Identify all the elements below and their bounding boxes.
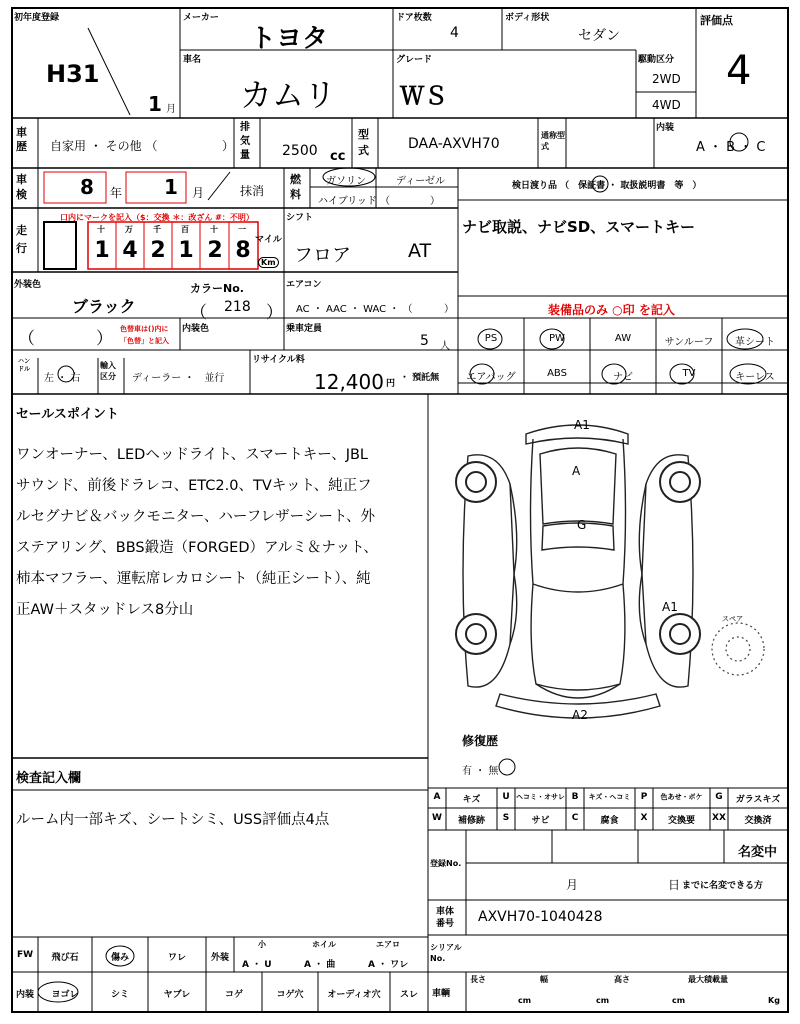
height-label: 高さ [614,975,630,984]
drive-4wd: 4WD [652,98,681,112]
interior-label: 内装 [15,990,34,1000]
fuel-diesel: ディーゼル [396,176,445,187]
interior-grade-label: 内装 [656,123,675,133]
repaint-note-2: 「色替」と記入 [120,337,169,345]
shift-type: AT [408,240,432,262]
equip-abs: ABS [547,368,567,379]
legend-code: S [502,813,510,823]
color-no-label: カラーNo. [190,282,244,295]
history-close: ） [222,139,235,153]
chassis-value: AXVH70-1040428 [478,909,603,925]
fw-chip: 飛び石 [51,953,79,963]
legend-desc: 色あせ・ボケ [660,793,703,801]
first-reg-month: 1 [148,92,162,116]
legend-code: U [502,792,510,802]
exterior-color-label: 外装色 [14,280,42,290]
mileage-digit: 1 [94,238,110,263]
type-label: 型式 [358,128,369,157]
legend-desc: キズ [462,795,481,805]
maker-value: トヨタ [250,24,329,54]
equip-aw: AW [614,333,632,344]
legend-desc: サビ [531,816,550,826]
score-label: 評価点 [700,14,733,27]
unit-label: 十 [210,225,218,234]
equipment-heading: 装備品のみ ○印 を記入 [548,303,675,317]
interior-grade-value: A ・ B ・ C [696,140,766,155]
doors-label: ドア枚数 [396,13,432,23]
capacity-label: 乗車定員 [286,324,323,334]
legend-desc: 補修跡 [457,816,485,826]
size-label: 車輌 [432,989,451,999]
interior-item: ヨゴレ [51,990,79,1000]
reg-deadline: までに名変できる方 [682,881,764,891]
history-value: 自家用 ・ その他 （ [50,139,158,153]
handle-value: 左 ・ 右 [44,373,81,384]
inspection-year: 8 [80,175,94,199]
legend-code: X [640,813,648,823]
small-value: A ・ U [242,960,272,970]
grade-value: ＷＳ [400,82,448,110]
reg-day: 日 [668,878,681,892]
equip-leather: 革シート [735,337,775,348]
sales-line: 正AW＋スタッドレス8分山 [16,602,194,618]
unit-label: 一 [238,225,246,234]
mileage-digit: 2 [207,238,223,263]
legend-desc: ガラスキズ [735,795,781,805]
load-label: 最大積載量 [688,975,728,984]
sales-line: ステアリング、BBS鍛造（FORGED）アルミ＆ナット、 [16,540,378,556]
aircon-close: ） [444,304,454,315]
drive-2wd: 2WD [652,72,681,86]
load-unit: Kg [768,996,780,1005]
maker-label: メーカー [183,13,219,23]
inspection-cancel: 抹消 [240,184,265,198]
repaint-paren-close: ） [96,329,113,349]
length-label: 長さ [470,975,486,984]
legend-code: W [432,813,442,823]
sales-line: サウンド、前後ドラレコ、ETC2.0、TVキット、純正フ [16,478,372,494]
legend-desc: ヘコミ・オサレ [516,793,565,801]
shift-value: フロア [294,244,352,266]
fw-crack: ワレ [167,953,186,963]
displacement-value: 2500 [282,143,318,159]
mileage-digit: 4 [122,238,138,263]
serial-label: シリアルNo. [430,943,462,963]
inspection-notes-text: ルーム内一部キズ、シートシミ、USS評価点4点 [16,812,330,828]
height-unit: cm [672,996,686,1005]
interior-item: コゲ穴 [276,990,304,1000]
fw-label: FW [16,950,34,960]
import-label: 輸入区分 [100,361,116,381]
equip-airbag: エアバッグ [466,372,516,383]
inspection-month: 1 [164,175,178,199]
legend-code: C [571,813,579,823]
equip-tv: TV [682,368,696,379]
mark-right-rear: A1 [662,600,678,614]
small-label: 小 [258,940,266,949]
unit-label: 万 [125,225,133,234]
fw-damage: 傷み [110,953,129,963]
car-damage-diagram [428,394,788,788]
mileage-note: 口内にマークを記入（$：交換 ＊：改ざん #：不明） [60,213,254,222]
spare-label: スペア [722,615,743,623]
recycle-deposit: ・ 預託無 [400,373,440,383]
handle-label: ハンドル [18,358,31,373]
fuel-gasoline: ガソリン [326,176,366,187]
inspection-year-unit: 年 [110,186,123,200]
first-reg-month-unit: 月 [166,104,176,115]
mileage-digit: 1 [178,238,194,263]
repair-label: 修復歴 [462,734,499,748]
exterior-color-value: ブラック [72,297,136,316]
capacity-unit: 人 [440,341,450,352]
mileage-digit: 2 [150,238,166,263]
model-value: カムリ [240,76,337,114]
inspection-month-unit: 月 [192,186,205,200]
mileage-label: 走行 [16,224,27,255]
legend-desc: 腐食 [600,816,619,826]
legend-desc: キズ・ヘコミ [588,793,631,801]
mark-glass: G [577,518,587,532]
interior-item: ヤブレ [163,990,191,1000]
legend-code: XX [712,813,726,823]
interior-item: オーディオ穴 [327,990,381,1000]
sales-title: セールスポイント [16,407,119,422]
interior-item: スレ [399,990,418,1000]
fuel-hybrid: ハイブリッド [318,196,377,207]
mark-front: A1 [574,418,590,432]
grade-label: グレード [396,55,433,65]
mark-rear: A2 [572,708,588,722]
recycle-value: 12,400 [314,370,384,394]
common-type-label: 通称型式 [541,131,565,151]
recycle-label: リサイクル料 [252,355,305,365]
first-reg-label: 初年度登録 [14,13,60,23]
name-change-label: 名変中 [738,845,778,860]
reg-month: 月 [566,878,579,892]
equip-sunroof: サンルーフ [664,337,714,348]
unit-label: 千 [153,225,161,234]
wheel-label: ホイル [312,940,336,949]
drive-label: 駆動区分 [638,55,675,65]
import-value: ディーラー ・ 並行 [132,373,225,384]
equip-ps: PS [484,333,498,344]
first-reg-era: H31 [46,60,100,88]
aircon-value: AC ・ AAC ・ WAC ・ （ [296,304,413,315]
equip-navi: ナビ [613,372,633,383]
wheel-value: A ・ 曲 [304,960,336,970]
fuel-hybrid-paren: （ ） [380,196,440,207]
inspection-label: 車検 [16,173,27,201]
displacement-unit: cc [330,149,346,164]
repaint-note-1: 色替車は()内に [120,325,169,333]
legend-code: G [715,792,723,802]
km-label: Km [258,257,279,268]
width-unit: cm [596,996,610,1005]
equip-keyless: キーレス [735,372,775,383]
repair-value: 有 ・ 無 [462,766,499,777]
displacement-label: 排気量 [240,122,250,161]
repaint-paren-open: （ [18,329,35,349]
color-no-value: 218 [224,299,251,315]
reg-no-label: 登録No. [430,859,462,868]
recycle-yen: 円 [386,379,396,389]
sales-line: ルセグナビ＆バックモニター、ハーフレザーシート、外 [16,509,376,525]
length-unit: cm [518,996,532,1005]
unit-label: 百 [181,225,189,234]
exterior-label: 外装 [210,953,229,963]
mark-hood: A [572,464,581,478]
sales-text [16,440,426,626]
interior-item: コゲ [224,990,243,1000]
legend-code: A [433,792,441,802]
history-label: 車歴 [16,126,27,153]
score-value: 4 [726,48,752,94]
type-value: DAA-AXVH70 [408,136,500,152]
capacity-value: 5 [420,333,429,349]
body-label: ボディ形状 [505,13,550,23]
color-no-close: ） [266,303,283,323]
shift-label: シフト [286,213,314,223]
aero-label: エアロ [376,940,400,949]
sales-line: ワンオーナー、LEDヘッドライト、スマートキー、JBL [16,447,369,463]
color-no-open: （ [190,303,207,323]
legend-desc: 交換済 [744,816,772,826]
body-value: セダン [578,28,621,44]
model-label: 車名 [183,55,202,65]
inspection-notes-title: 検査記入欄 [16,771,82,786]
aero-value: A ・ ワレ [368,960,409,970]
fuel-label: 燃料 [290,173,301,201]
sales-line: 柿本マフラー、運転席レカロシート（純正シート）、純 [16,571,371,587]
unit-label: 十 [97,225,105,234]
interior-item: シミ [110,990,129,1000]
docs-text: 検日渡り品 （ 保証書 ・ 取扱説明書 等 ） [512,181,702,191]
mile-label: マイル [255,235,282,245]
legend-desc: 交換要 [667,816,695,826]
chassis-label: 車体番号 [436,907,455,929]
width-label: 幅 [540,975,548,984]
aircon-label: エアコン [286,280,322,290]
mileage-digit: 8 [235,238,251,263]
interior-color-label: 内装色 [182,324,210,334]
legend-code: B [571,792,579,802]
equip-pw: PW [549,333,565,344]
options-text: ナビ取説、ナビSD、スマートキー [462,218,695,236]
doors-value: 4 [450,25,459,41]
legend-code: P [640,792,648,802]
